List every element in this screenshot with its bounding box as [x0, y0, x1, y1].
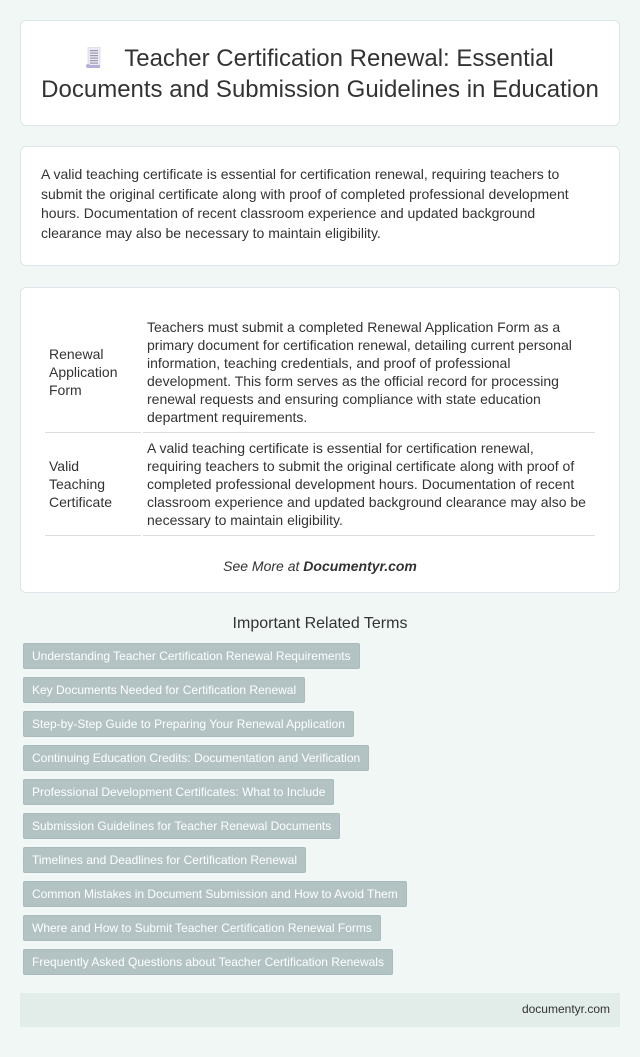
document-scroll-icon	[86, 46, 102, 68]
see-more-prefix: See More at	[223, 558, 304, 574]
terms-table-card	[20, 287, 620, 593]
related-term-tag[interactable]: Where and How to Submit Teacher Certification Renewal Forms	[23, 915, 381, 941]
footer-site-link[interactable]: documentyr.com	[521, 1002, 610, 1016]
related-term-tag[interactable]: Professional Development Certificates: What to Include	[23, 779, 334, 805]
title-card	[20, 20, 620, 126]
terms-table	[43, 312, 597, 536]
related-term-tag[interactable]: Common Mistakes in Document Submission and How to Avoid Them	[23, 881, 407, 907]
intro-text: A valid teaching certificate is essential for certification renewal, requiring teachers to submit the original certificate along with proof of completed professional development hours. Documentation of recent classroom experience and updated background clearance may also be necessary to maintain eligibility.	[41, 166, 569, 241]
table-cell-description: A valid teaching certificate is essential for certification renewal, requiring teachers to submit the original certificate along with proof of completed professional development hours. Documentation of recent classroom experience and updated background clearance may also be necessary to maintain eligibility.	[143, 433, 595, 536]
table-row	[45, 433, 595, 536]
intro-card	[20, 146, 620, 266]
related-term-tag[interactable]: Key Documents Needed for Certification Renewal	[23, 677, 305, 703]
page-title-text: Teacher Certification Renewal: Essential Documents and Submission Guidelines in Education	[41, 45, 599, 103]
related-terms-list	[20, 643, 620, 983]
table-cell-description: Teachers must submit a completed Renewal Application Form as a primary document for certification renewal, detailing current personal information, teaching credentials, and proof of professional development. This form serves as the official record for processing renewal requests and ensuring compliance with state education department requirements.	[143, 312, 595, 433]
related-term-tag[interactable]: Step-by-Step Guide to Preparing Your Renewal Application	[23, 711, 354, 737]
related-term-tag[interactable]: Understanding Teacher Certification Renewal Requirements	[23, 643, 360, 669]
related-term-tag[interactable]: Timelines and Deadlines for Certification Renewal	[23, 847, 306, 873]
table-cell-term: Renewal Application Form	[45, 312, 141, 433]
related-term-tag[interactable]: Continuing Education Credits: Documentation and Verification	[23, 745, 369, 771]
see-more-link[interactable]: Documentyr.com	[303, 558, 417, 574]
related-terms-heading: Important Related Terms	[232, 615, 408, 632]
table-cell-term: Valid Teaching Certificate	[45, 433, 141, 536]
page-title	[37, 43, 603, 105]
related-term-tag[interactable]: Frequently Asked Questions about Teacher Certification Renewals	[23, 949, 393, 975]
related-term-tag[interactable]: Submission Guidelines for Teacher Renewal Documents	[23, 813, 340, 839]
see-more-line	[43, 558, 597, 574]
table-row	[45, 312, 595, 433]
